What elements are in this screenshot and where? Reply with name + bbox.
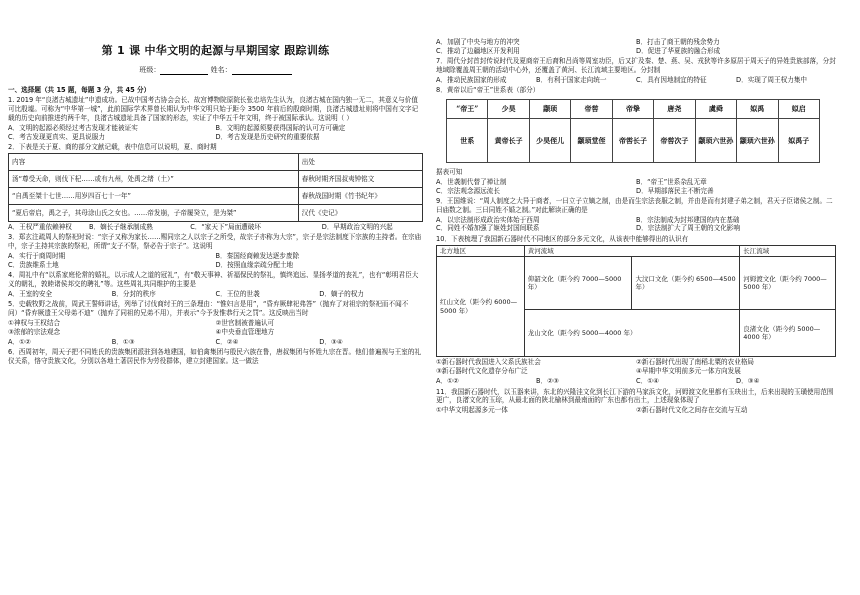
table-row bbox=[9, 170, 423, 187]
question-5-items bbox=[8, 319, 423, 336]
option[interactable]: C．具有因地制宜的特征 bbox=[636, 75, 707, 84]
dynasty-lineage: 少昊侄儿 bbox=[536, 135, 565, 145]
question-9-options bbox=[436, 216, 836, 233]
option[interactable]: A．世袭制代替了禅让制 bbox=[436, 177, 507, 186]
option[interactable]: D．③④ bbox=[319, 337, 343, 346]
option[interactable]: A．王权严重依赖神权 bbox=[8, 222, 72, 231]
right-column bbox=[436, 38, 836, 417]
left-column bbox=[8, 86, 423, 367]
option[interactable]: C．宗法观念源远流长 bbox=[436, 186, 500, 195]
option[interactable]: B．①③ bbox=[111, 337, 135, 346]
table-row bbox=[9, 153, 423, 170]
option[interactable]: D．宗法制扩大了周王朝的文化影响 bbox=[636, 224, 740, 233]
option[interactable]: D．早期部落民主不断完善 bbox=[636, 186, 714, 195]
question-8-options bbox=[436, 178, 836, 195]
question-11: 11．我国新石器时代，以玉器来讲，东北的兴隆洼文化到长江下游的马家浜文化，河姆渡文化里都有玉玦出土，后来出现的玉璜使用范围更广，良渚文化的玉琮，从最北面的陕北榆林到最南面的广东也都有出土，上述现象体现了 bbox=[436, 387, 834, 405]
dynasty-column bbox=[696, 100, 737, 162]
table-cell: 大汶口文化（距今约 6500—4500 年） bbox=[632, 257, 740, 310]
table-cell: “自禹至桀十七世……用岁四百七十一年” bbox=[9, 187, 299, 204]
table-row bbox=[9, 187, 423, 204]
page-title: 第 1 课 中华文明的起源与早期国家 跟踪训练 bbox=[101, 44, 330, 57]
dynasty-column bbox=[488, 100, 529, 162]
dynasty-lineage: 帝喾长子 bbox=[618, 135, 647, 145]
option[interactable]: C．推动了边疆地区开发利用 bbox=[436, 46, 520, 55]
question-7-options bbox=[436, 76, 836, 85]
option[interactable]: A．王室的安全 bbox=[8, 289, 53, 298]
option[interactable]: C．贵族维系土地 bbox=[8, 260, 59, 269]
table-cell: 良渚文化（距今约 5000—4000 年） bbox=[740, 310, 836, 357]
dynasty-lineage: 颛顼堂侄 bbox=[577, 135, 606, 145]
option[interactable]: D．促进了华夏族的融合形成 bbox=[636, 46, 721, 55]
question-3: 3．郑玄注疏周人的祭祀时说：“宗子又称为家长……赐同宗之人以宗子之所受，故宗子亦称为大宗”，宗子是宗法制度下宗族的主持者。在宗庙中，宗子主持其宗族的祭祀，所谓“支子不祭，祭必告于宗子”。这说明 bbox=[8, 233, 422, 250]
statement-item: ②新石器时代出现了南稻北粟的农业格局 bbox=[636, 358, 755, 367]
question-10-items bbox=[436, 358, 836, 375]
question-9: 9．王国维说：“周人制度之大异于商者，一曰立子立嫡之制，由是而生宗法丧服之制，并由是而有封建子弟之制，君天子臣诸侯之制。二曰庙数之制。三曰同姓不婚之制。”对此解读正确的是 bbox=[436, 196, 833, 214]
option[interactable]: D．③④ bbox=[736, 377, 760, 386]
option[interactable]: B．有利于国家走向统一 bbox=[536, 75, 607, 84]
question-1: 1. 2019 年“良渚古城遗址”申遗成功。已故中国考古协会会长、故宫博物院原院长张忠培先生认为，良渚古城在国内独一无二，其意义与价值可比殷墟。可称为“中华第一城”，此前国际学术界曾长期认为中华文明只始于距今 3500 年前后的殷商时期，良渚古城遗址则将中国有文字记载的历史向前推进约两千年，良渚古城遗址具备了国家的形态，实证了中华五千年文明，终于被国际承认。这说明（ ） bbox=[8, 96, 419, 122]
table-cell: “夏后帝启，禹之子，其母涂山氏之女也。……帝发崩，子帝履癸立，是为桀” bbox=[9, 204, 299, 221]
section-heading: 一、选择题（共 15 题，每题 3 分，共 45 分） bbox=[8, 86, 151, 94]
statement-item: ③浓郁的宗法观念 bbox=[8, 327, 61, 336]
question-7: 7．周代分封首封传说时代及夏商帝王后裔和吕尚等周室功臣，后又扩及秦、楚、燕、吴、戎狄等许多原居于周天子的异姓贵族部落，分封地域除覆盖周王朝的活动中心外，还覆盖了黄河、长江流域主要地区。分封制 bbox=[436, 56, 836, 74]
table-header: 北方地区 bbox=[437, 245, 525, 257]
name-label: 姓名： bbox=[210, 66, 232, 74]
question-2-table bbox=[8, 153, 423, 222]
option[interactable]: C．同姓不婚加强了姬姓封国间联系 bbox=[436, 224, 540, 233]
question-4-options bbox=[8, 290, 423, 299]
question-2: 2．下表是关于夏、商的部分文献记载，表中信息可以说明，夏、商时期 bbox=[8, 142, 217, 151]
dynasty-column bbox=[737, 100, 778, 162]
table-cell: 汤“尊受天命，则伐下杞……或有九州，处禹之绪（土）” bbox=[9, 170, 299, 187]
statement-item: ④早期中华文明前多元一体方向发展 bbox=[636, 367, 741, 376]
table-header: 黄河流域 bbox=[524, 245, 739, 257]
table-header: 长江流域 bbox=[740, 245, 836, 257]
table-cell: 仰韶文化（距今约 7000—5000 年） bbox=[524, 257, 632, 310]
dynasty-lineage: 颛顼六世孙 bbox=[739, 135, 775, 145]
table-row bbox=[9, 204, 423, 221]
option[interactable]: B．嫡长子继承制成熟 bbox=[88, 222, 153, 231]
question-11-items bbox=[436, 406, 836, 415]
dynasty-column bbox=[779, 100, 819, 162]
name-blank[interactable] bbox=[232, 67, 292, 75]
option[interactable]: D．考古发现是历史研究的重要依据 bbox=[215, 132, 320, 141]
dynasty-column bbox=[571, 100, 612, 162]
statement-item: ①中华文明起源多元一体 bbox=[436, 406, 508, 415]
option[interactable]: D．早期政治文明的兴起 bbox=[321, 222, 393, 231]
question-2-options bbox=[8, 223, 423, 232]
dynasty-ruler: 颛顼 bbox=[530, 100, 570, 119]
option[interactable]: B．分封的秩序 bbox=[111, 289, 156, 298]
dynasty-column bbox=[654, 100, 695, 162]
option[interactable]: A．①② bbox=[8, 337, 31, 346]
table-header: 出处 bbox=[298, 153, 422, 170]
option[interactable]: B．秦国经商赖发达逐步废除 bbox=[215, 252, 300, 261]
class-label: 班级： bbox=[139, 66, 161, 74]
statement-item: ②世官制被普遍认可 bbox=[215, 318, 275, 327]
question-6: 6．西周初年，周天子把不同姓氏的贵族集团派驻到各地建国，如伯禽集团与殷民六族在鲁，唐叔集团与怀姓九宗在晋。他们普遍视与王室的礼仪关系，恪守贵族文化，分别以各地土著居民作为劳役群体，建立封建国家。这一做法 bbox=[8, 348, 422, 365]
dynasty-lineage: 黄帝长子 bbox=[494, 135, 523, 145]
dynasty-ruler: “帝王” bbox=[447, 100, 487, 119]
table-header: 内容 bbox=[9, 153, 299, 170]
statement-item: ④中央垂直管理地方 bbox=[215, 327, 275, 336]
dynasty-lineage-table bbox=[446, 99, 820, 163]
dynasty-lineage: 帝喾次子 bbox=[660, 135, 689, 145]
statement-item: ①神权与王权结合 bbox=[8, 318, 61, 327]
dynasty-ruler: 帝挚 bbox=[613, 100, 653, 119]
statement-item: ③新石器时代文化遗存分布广泛 bbox=[436, 367, 528, 376]
dynasty-column bbox=[447, 100, 488, 162]
dynasty-column bbox=[530, 100, 571, 162]
statement-item: ①新石器时代我国进入父系氏族社会 bbox=[436, 358, 541, 367]
question-10: 10．下表梳理了我国新石器时代不同地区的部分多元文化，从该表中能够得出的认识有 bbox=[436, 234, 689, 243]
class-blank[interactable] bbox=[160, 67, 208, 75]
table-row bbox=[437, 257, 836, 310]
table-cell: 龙山文化（距今约 5000—4000 年） bbox=[524, 310, 739, 357]
question-6-options bbox=[436, 38, 836, 55]
dynasty-lineage: 姒禹子 bbox=[788, 135, 810, 145]
option[interactable]: A．加剧了中央与地方的冲突 bbox=[436, 38, 520, 46]
option[interactable]: A．以宗法制形成政治实体始于西周 bbox=[436, 215, 540, 224]
question-5: 5．史载牧野之战前，周武王誓师讲话，列举了讨伐商纣王的三条理由：“惟妇言是用”，“昏弃厥肆祀弗答”（抛弃了对祖宗的祭祀而不闻不问）“昏弃厥遗王父母弟不迪”（抛弃了同祖的兄弟不用），并表示“今予发惟恭行天之罚”。这反映出当时 bbox=[8, 300, 409, 317]
student-info-line bbox=[8, 66, 423, 75]
dynasty-ruler: 少昊 bbox=[488, 100, 528, 119]
option[interactable]: A．推动民族国家的形成 bbox=[436, 75, 507, 84]
option[interactable]: C．①④ bbox=[636, 377, 660, 386]
option[interactable]: A．文明的起源必须经过考古发现才能被证实 bbox=[8, 123, 138, 132]
option[interactable]: D．嫡子的权力 bbox=[319, 289, 364, 298]
question-8-note: 据表可知 bbox=[436, 167, 463, 176]
dynasty-lineage: 颛顼六世孙 bbox=[698, 135, 734, 145]
option[interactable]: D．实现了周王权力集中 bbox=[736, 75, 808, 84]
question-10-options bbox=[436, 377, 836, 386]
table-cell: 春秋时期齐国叔夷钟铭文 bbox=[298, 170, 422, 187]
dynasty-ruler: 姒启 bbox=[779, 100, 819, 119]
question-10-table bbox=[436, 245, 836, 358]
option[interactable]: C．考古发现更真实、更具说服力 bbox=[8, 132, 105, 141]
question-1-options bbox=[8, 124, 423, 141]
statement-item: ②新石器时代文化之间存在交流与互动 bbox=[636, 406, 748, 415]
option[interactable]: B．“帝王”世系杂乱无章 bbox=[636, 177, 707, 186]
option[interactable]: C．王位的世袭 bbox=[215, 289, 260, 298]
table-cell: 春秋战国时期《竹书纪年》 bbox=[298, 187, 422, 204]
dynasty-ruler: 虞舜 bbox=[696, 100, 736, 119]
option[interactable]: B．宗法制成为封邦建国的内在基础 bbox=[636, 215, 740, 224]
table-cell: 红山文化（距今约 6000—5000 年） bbox=[437, 257, 525, 357]
dynasty-ruler: 帝喾 bbox=[571, 100, 611, 119]
question-4: 4．周礼中有“以系家庭伦常的婚礼，以示成人之道的冠礼”，有“敬天事神、祈福保民的祭礼，慎终追远、显扬孝道的丧礼”，也有“彰明君臣大义的朝礼，敦睦诸侯邦交的聘礼”等。这些周礼共同维护的主要是 bbox=[8, 270, 419, 288]
option[interactable]: D．按照血缘亲疏分配土地 bbox=[215, 260, 294, 269]
dynasty-ruler: 唐尧 bbox=[654, 100, 694, 119]
dynasty-column bbox=[613, 100, 654, 162]
table-cell: 汉代《史记》 bbox=[298, 204, 422, 221]
question-5-options bbox=[8, 338, 423, 347]
option[interactable]: C．“家天下”局面遭破坏 bbox=[190, 222, 261, 231]
option[interactable]: B．②③ bbox=[536, 377, 559, 386]
question-8: 8．黄帝以后“帝王”世系表（部分） bbox=[436, 86, 540, 95]
table-cell: 河姆渡文化（距今约 7000—5000 年） bbox=[740, 257, 836, 310]
option[interactable]: A．①② bbox=[436, 377, 459, 386]
question-3-options bbox=[8, 252, 423, 269]
table-row bbox=[437, 245, 836, 257]
option[interactable]: A．实行于商周时期 bbox=[8, 252, 66, 261]
option[interactable]: B．文明的起源须要获得国际的认可方可确定 bbox=[215, 123, 346, 132]
option[interactable]: C．②④ bbox=[215, 337, 239, 346]
option[interactable]: B．打击了商王朝的残余势力 bbox=[636, 38, 720, 46]
dynasty-ruler: 姒禹 bbox=[737, 100, 777, 119]
dynasty-lineage: 世系 bbox=[460, 135, 475, 145]
